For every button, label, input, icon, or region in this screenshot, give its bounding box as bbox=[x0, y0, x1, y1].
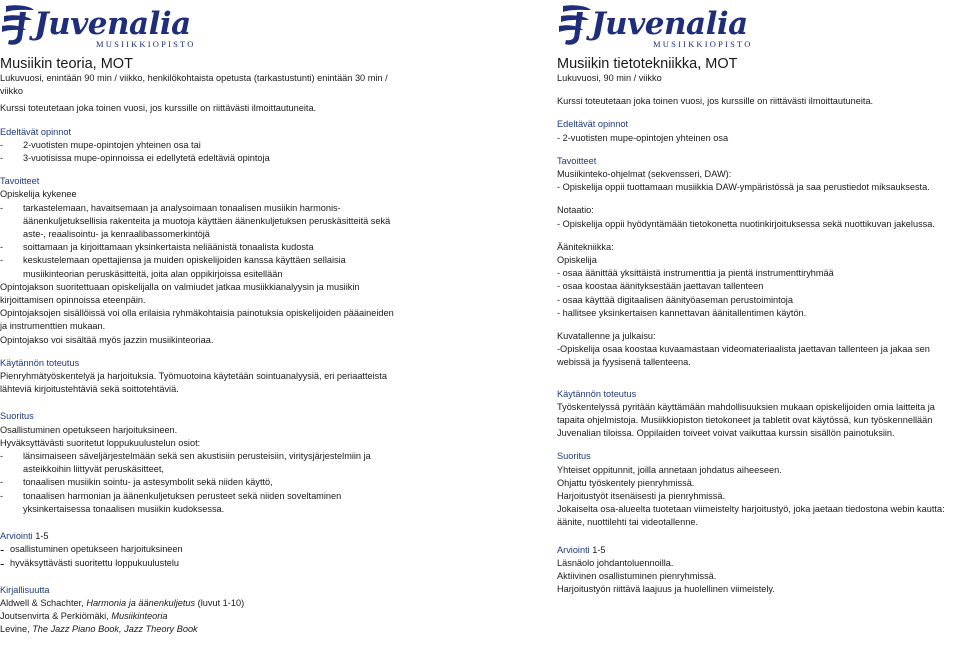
list-item: - länsimaiseen säveljärjestelmään sekä sen akustisiin perusteisiin, viritysjärjestelmiin ja asteikkoihin liittyvät peruskäsitteet, bbox=[0, 450, 400, 476]
course-scope: Lukuvuosi, enintään 90 min / viikko, henkilökohtaista opetusta (tarkastustunti) enintään 30 min / viikko bbox=[0, 73, 388, 97]
prereq-text: - 2-vuotisten mupe-opintojen yhteinen osa bbox=[557, 132, 729, 143]
list-item: - osallistuminen opetukseen harjoituksineen bbox=[0, 543, 400, 556]
completion-heading: Suoritus bbox=[557, 451, 591, 462]
completion-heading: Suoritus bbox=[0, 411, 34, 422]
completion-text: Hyväksyttävästi suoritetut loppukuulustelun osiot: bbox=[0, 437, 201, 448]
prereq-heading: Edeltävät opinnot bbox=[557, 119, 629, 130]
grading-line: Läsnäolo johdantoluennoilla. bbox=[557, 557, 674, 568]
juvenalia-emblem-icon bbox=[0, 4, 36, 48]
publish-text: -Opiskelija osaa koostaa kuvaamastaan videomateriaalista jaettavan tallenteen ja jakaa sen webissä ja fyysisenä tallenteena. bbox=[557, 344, 930, 368]
grading-line: Aktiivinen osallistuminen pienryhmissä. bbox=[557, 571, 717, 582]
brand-name: Juvenalia bbox=[591, 6, 748, 42]
audio-item: - osaa koostaa äänityksestään jaettavan tallenteen bbox=[557, 281, 764, 292]
goals-paragraph: Opintojakson suoritettuaan opiskelijalla on valmiudet jatkaa musiikkianalyysin ja musiikin kirjoittamisen opinnoissa eteenpäin. bbox=[0, 281, 360, 306]
goals-heading: Tavoitteet bbox=[0, 176, 40, 187]
list-item: - 2-vuotisten mupe-opintojen yhteinen osa tai bbox=[0, 139, 400, 152]
notation-text: - Opiskelija oppii hyödyntämään tietokonetta nuotinkirjoituksessa sekä nuottikuvan jakelussa. bbox=[557, 218, 935, 229]
publish-heading: Kuvatallenne ja julkaisu: bbox=[557, 331, 656, 342]
course-schedule: Kurssi toteutetaan joka toinen vuosi, jos kurssille on riittävästi ilmoittautuneita. bbox=[0, 103, 317, 114]
lit-authors: Aldwell & Schachter, bbox=[0, 597, 87, 608]
course-title: Musiikin tietotekniikka, MOT bbox=[557, 56, 738, 72]
audio-item: - hallitsee yksinkertaisen kannettavan äänitallentimen käytön. bbox=[557, 307, 807, 318]
list-item: - hyväksyttävästi suoritettu loppukuulustelu bbox=[0, 557, 400, 570]
practice-text: Työskentelyssä pyritään käyttämään mahdollisuuksien mukaan opiskelijoiden omia laitteita ja tapaita ohjelmistoja. Musiikkiopiston tietokoneet ja tabletit ovat käytössä, kun työskennellään Juvenalian tiloissa. Oppilaiden toiveet voivat vaikuttaa kurssin sisällön painotuksiin. bbox=[557, 401, 935, 439]
completion-line: Jokaiselta osa-alueelta tuotetaan viimeistelty harjoitustyö, joka jaetaan tiedostona webin kautta: äänite, nuottilehti tai videotallenne. bbox=[557, 504, 945, 528]
juvenalia-logo bbox=[557, 4, 753, 49]
list-item: - keskustelemaan opettajiensa ja muiden opiskelijoiden kanssa käyttäen sellaisia musiikinteorian peruskäsitteitä, joita alan oppikirjoissa esitellään bbox=[0, 254, 400, 280]
lit-authors: Joutsenvirta & Perkiömäki, bbox=[0, 611, 112, 622]
practice-text: Pienryhmätyöskentelyä ja harjoituksia. Työmuotoina käytetään sointuanalyysiä, eri periaatteista lähteviä kirjoitustehtäviä sekä soittotehtäviä. bbox=[0, 371, 387, 395]
list-item: - 3-vuotisissa mupe-opinnoissa ei edellytetä edeltäviä opintoja bbox=[0, 152, 400, 165]
lit-title: Musiikinteoria bbox=[111, 611, 168, 622]
goals-heading: Tavoitteet bbox=[557, 155, 597, 166]
lit-title: The Jazz Piano Book, Jazz Theory Book bbox=[32, 624, 198, 635]
brand-subtitle: MUSIIKKIOPISTO bbox=[653, 39, 753, 49]
grading-scale: 1-5 bbox=[35, 531, 49, 542]
completion-line: Yhteiset oppitunnit, joilla annetaan johdatus aiheeseen. bbox=[557, 464, 782, 475]
completion-line: Ohjattu työskentely pienryhmissä. bbox=[557, 477, 695, 488]
literature-heading: Kirjallisuutta bbox=[0, 584, 50, 595]
audio-item: - osaa käyttää digitaalisen äänityöaseman perustoimintoja bbox=[557, 294, 793, 305]
goals-paragraph: Opintojakso voi sisältää myös jazzin musiikinteoriaa. bbox=[0, 334, 214, 345]
brand-name: Juvenalia bbox=[34, 6, 191, 42]
course-description bbox=[557, 56, 960, 597]
completion-line: Harjoitustyöt itsenäisesti ja pienryhmissä. bbox=[557, 491, 725, 502]
grading-label: Arviointi bbox=[557, 544, 590, 555]
prereq-heading: Edeltävät opinnot bbox=[0, 126, 72, 137]
grading-label: Arviointi bbox=[0, 531, 33, 542]
grading-line: Harjoitustyön riittävä laajuus ja huolellinen viimeistely. bbox=[557, 584, 775, 595]
grading-heading bbox=[557, 544, 960, 557]
lit-title: Harmonia ja äänenkuljetus bbox=[86, 597, 196, 608]
course-description bbox=[0, 56, 400, 637]
grading-scale: 1-5 bbox=[592, 544, 606, 555]
goals-paragraph: Opintojaksojen sisällöissä voi olla erilaisia ryhmäkohtaisia painotuksia opiskelijoiden pääaineiden ja instrumenttien mukaan. bbox=[0, 308, 394, 332]
list-item: - tarkastelemaan, havaitsemaan ja analysoimaan tonaalisen musiikin harmonis-äänenkuljetuksellisia rakenteita ja muotoja käyttäen äänenkuljetuksen peruskäsitteitä sekä aste-, reaalisointu- ja kenraalibassomerkintöjä bbox=[0, 202, 400, 242]
audio-heading: Äänitekniikka: bbox=[557, 241, 614, 252]
literature-item bbox=[0, 623, 400, 636]
juvenalia-emblem-icon bbox=[557, 4, 593, 48]
lit-authors: Levine, bbox=[0, 624, 33, 635]
list-item: - tonaalisen harmonian ja äänenkuljetuksen perusteet sekä niiden soveltaminen yksinkertaisessa tonaalisen musiikin kudoksessa. bbox=[0, 490, 400, 516]
audio-item: - osaa äänittää yksittäistä instrumenttia ja pientä instrumenttiryhmää bbox=[557, 268, 834, 279]
daw-heading: Musiikinteko-ohjelmat (sekvensseri, DAW): bbox=[557, 169, 732, 180]
course-title: Musiikin teoria, MOT bbox=[0, 56, 133, 72]
grading-heading bbox=[0, 530, 400, 543]
daw-text: - Opiskelija oppii tuottamaan musiikkia DAW-ympäristössä ja saa perustiedot miksauksesta. bbox=[557, 182, 930, 193]
prereq-list bbox=[0, 139, 400, 165]
audio-intro: Opiskelija bbox=[557, 255, 597, 266]
literature-item bbox=[0, 597, 400, 610]
lit-chapters: (luvut 1-10) bbox=[195, 597, 245, 608]
notation-heading: Notaatio: bbox=[557, 205, 594, 216]
course-scope: Lukuvuosi, 90 min / viikko bbox=[557, 73, 662, 83]
grading-list bbox=[0, 543, 400, 569]
goals-intro: Opiskelija kykenee bbox=[0, 189, 77, 200]
practice-heading: Käytännön toteutus bbox=[557, 388, 637, 399]
completion-text: Osallistuminen opetukseen harjoituksineen. bbox=[0, 424, 178, 435]
juvenalia-logo bbox=[0, 4, 196, 49]
course-schedule: Kurssi toteutetaan joka toinen vuosi, jos kurssille on riittävästi ilmoittautuneita. bbox=[557, 96, 874, 107]
practice-heading: Käytännön toteutus bbox=[0, 357, 80, 368]
list-item: - tonaalisen musiikin sointu- ja astesymbolit sekä niiden käyttö, bbox=[0, 476, 400, 489]
list-item: - soittamaan ja kirjoittamaan yksinkertaista neliäänistä tonaalista kudosta bbox=[0, 241, 400, 254]
goals-list bbox=[0, 202, 400, 281]
completion-list bbox=[0, 450, 400, 516]
brand-subtitle: MUSIIKKIOPISTO bbox=[96, 39, 196, 49]
literature-item bbox=[0, 610, 400, 623]
